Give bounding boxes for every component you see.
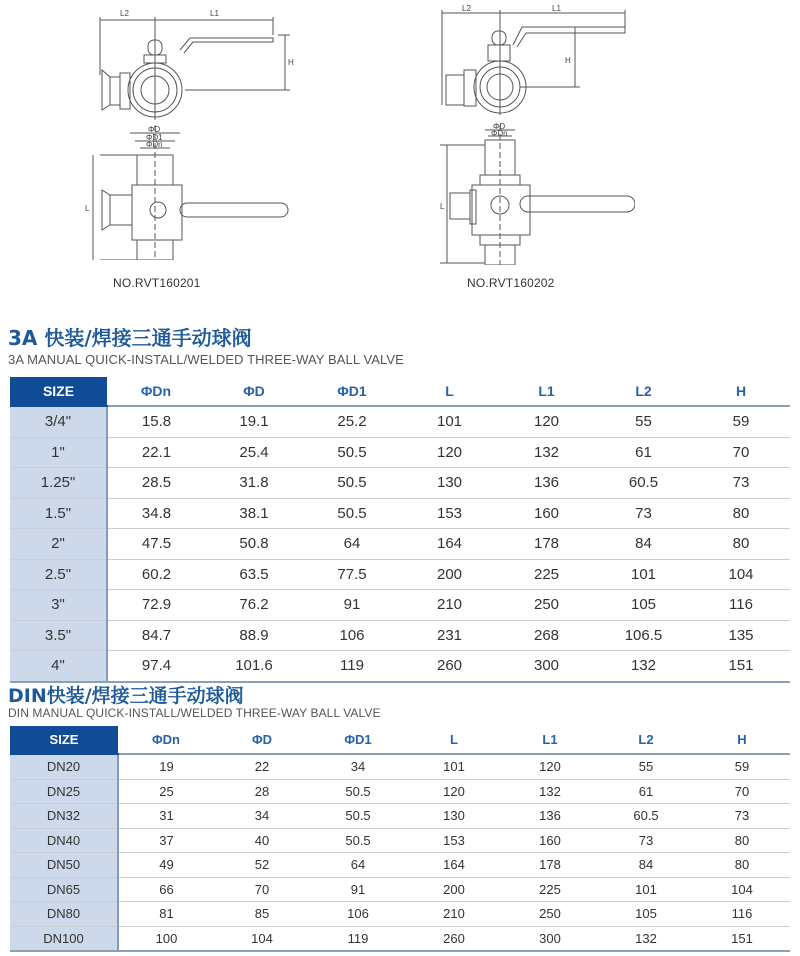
- model-caption-rvt160202: NO.RVT160202: [467, 276, 555, 290]
- cell-od: 52: [214, 853, 310, 878]
- table-row: [10, 651, 790, 682]
- cell-odn: 100: [118, 926, 214, 951]
- table-row: [10, 779, 790, 804]
- cell-h: 116: [694, 902, 790, 927]
- column-header-l: L: [401, 377, 498, 406]
- table-row: [10, 590, 790, 621]
- cell-od1: 34: [310, 754, 406, 779]
- cell-l1: 132: [498, 437, 595, 468]
- section-title-3a-en: 3A MANUAL QUICK-INSTALL/WELDED THREE-WAY BALL VALVE: [8, 352, 404, 367]
- cell-l: 231: [401, 620, 498, 651]
- table-row: [10, 620, 790, 651]
- cell-od: 88.9: [205, 620, 303, 651]
- cell-odn: 31: [118, 804, 214, 829]
- section-title-3a-cn: 3A 快装/焊接三通手动球阀: [8, 326, 252, 350]
- dim-label-odn: ΦDn: [146, 140, 163, 149]
- cell-l2: 73: [595, 498, 692, 529]
- cell-od1: 50.5: [310, 828, 406, 853]
- column-header-odn: ΦDn: [107, 377, 205, 406]
- cell-h: 70: [692, 437, 790, 468]
- cell-size: 3.5": [10, 620, 107, 651]
- cell-size: DN20: [10, 754, 118, 779]
- cell-odn: 84.7: [107, 620, 205, 651]
- cell-h: 104: [692, 559, 790, 590]
- column-header-l1: L1: [498, 377, 595, 406]
- cell-odn: 66: [118, 877, 214, 902]
- cell-odn: 34.8: [107, 498, 205, 529]
- cell-od: 38.1: [205, 498, 303, 529]
- cell-od1: 64: [310, 853, 406, 878]
- cell-l2: 132: [598, 926, 694, 951]
- table-row: [10, 468, 790, 499]
- spec-table-din: [10, 726, 790, 952]
- cell-od1: 106: [310, 902, 406, 927]
- cell-l1: 120: [502, 754, 598, 779]
- cell-odn: 37: [118, 828, 214, 853]
- cell-size: 4": [10, 651, 107, 682]
- cell-l: 130: [401, 468, 498, 499]
- cell-size: DN100: [10, 926, 118, 951]
- cell-od1: 50.5: [303, 468, 401, 499]
- cell-odn: 47.5: [107, 529, 205, 560]
- cell-h: 135: [692, 620, 790, 651]
- cell-od: 34: [214, 804, 310, 829]
- cell-odn: 49: [118, 853, 214, 878]
- table-row: [10, 754, 790, 779]
- cell-od1: 50.5: [303, 437, 401, 468]
- cell-od: 25.4: [205, 437, 303, 468]
- cell-l1: 250: [502, 902, 598, 927]
- section-title-din-en: DIN MANUAL QUICK-INSTALL/WELDED THREE-WAY BALL VALVE: [8, 706, 381, 720]
- table-row: [10, 529, 790, 560]
- cell-l: 101: [401, 406, 498, 437]
- cell-l2: 101: [598, 877, 694, 902]
- column-header-odn: ΦDn: [118, 726, 214, 754]
- cell-h: 104: [694, 877, 790, 902]
- cell-h: 151: [694, 926, 790, 951]
- table-row: [10, 902, 790, 927]
- dim-label-l1: L1: [210, 9, 219, 18]
- cell-od1: 119: [310, 926, 406, 951]
- cell-l1: 300: [502, 926, 598, 951]
- cell-l1: 160: [498, 498, 595, 529]
- cell-od1: 64: [303, 529, 401, 560]
- cell-l: 120: [401, 437, 498, 468]
- cell-l1: 160: [502, 828, 598, 853]
- column-header-l1: L1: [502, 726, 598, 754]
- table-row: [10, 437, 790, 468]
- cell-h: 116: [692, 590, 790, 621]
- cell-l1: 250: [498, 590, 595, 621]
- cell-od: 104: [214, 926, 310, 951]
- dim-label-h: H: [288, 58, 294, 67]
- cell-l: 164: [406, 853, 502, 878]
- cell-l1: 300: [498, 651, 595, 682]
- cell-l2: 55: [598, 754, 694, 779]
- cell-l: 153: [401, 498, 498, 529]
- cell-odn: 15.8: [107, 406, 205, 437]
- cell-l2: 84: [598, 853, 694, 878]
- cell-l2: 84: [595, 529, 692, 560]
- cell-odn: 60.2: [107, 559, 205, 590]
- column-header-h: H: [692, 377, 790, 406]
- cell-od: 76.2: [205, 590, 303, 621]
- cell-size: DN25: [10, 779, 118, 804]
- cell-size: 2": [10, 529, 107, 560]
- cell-l: 164: [401, 529, 498, 560]
- cell-od1: 106: [303, 620, 401, 651]
- valve-drawing-rvt160202: [420, 5, 635, 265]
- cell-l2: 55: [595, 406, 692, 437]
- cell-od1: 77.5: [303, 559, 401, 590]
- dim-label-od: ΦD: [493, 122, 506, 131]
- cell-h: 151: [692, 651, 790, 682]
- cell-odn: 19: [118, 754, 214, 779]
- cell-od1: 50.5: [303, 498, 401, 529]
- cell-l: 120: [406, 779, 502, 804]
- dim-label-od: ΦD: [148, 125, 161, 134]
- cell-od: 85: [214, 902, 310, 927]
- cell-size: 1": [10, 437, 107, 468]
- cell-odn: 72.9: [107, 590, 205, 621]
- cell-size: DN32: [10, 804, 118, 829]
- cell-l: 210: [406, 902, 502, 927]
- cell-od: 19.1: [205, 406, 303, 437]
- cell-size: DN50: [10, 853, 118, 878]
- cell-h: 80: [692, 529, 790, 560]
- cell-l: 153: [406, 828, 502, 853]
- column-header-size: SIZE: [10, 726, 118, 754]
- cell-od1: 91: [303, 590, 401, 621]
- cell-size: DN65: [10, 877, 118, 902]
- dim-label-l1: L1: [552, 5, 561, 13]
- cell-l1: 136: [502, 804, 598, 829]
- cell-l2: 101: [595, 559, 692, 590]
- table-row: [10, 804, 790, 829]
- cell-od: 22: [214, 754, 310, 779]
- cell-l1: 225: [502, 877, 598, 902]
- cell-l2: 61: [598, 779, 694, 804]
- table-row: [10, 877, 790, 902]
- cell-l2: 132: [595, 651, 692, 682]
- cell-od: 40: [214, 828, 310, 853]
- table-row: [10, 828, 790, 853]
- cell-size: 3": [10, 590, 107, 621]
- valve-drawing-rvt160201: [80, 5, 300, 260]
- cell-l: 130: [406, 804, 502, 829]
- cell-h: 59: [694, 754, 790, 779]
- cell-l2: 60.5: [598, 804, 694, 829]
- cell-l1: 132: [502, 779, 598, 804]
- cell-l: 200: [401, 559, 498, 590]
- cell-l2: 106.5: [595, 620, 692, 651]
- cell-od: 31.8: [205, 468, 303, 499]
- dim-label-l: L: [85, 204, 90, 213]
- table-header-row: [10, 377, 790, 406]
- cell-l: 210: [401, 590, 498, 621]
- cell-h: 73: [694, 804, 790, 829]
- column-header-h: H: [694, 726, 790, 754]
- table-row: [10, 498, 790, 529]
- cell-l1: 178: [502, 853, 598, 878]
- cell-h: 80: [694, 853, 790, 878]
- cell-h: 70: [694, 779, 790, 804]
- table-row: [10, 406, 790, 437]
- cell-l2: 61: [595, 437, 692, 468]
- spec-table-3a: [10, 377, 790, 683]
- dim-label-h: H: [565, 56, 571, 65]
- dim-label-l2: L2: [120, 9, 129, 18]
- cell-l: 260: [406, 926, 502, 951]
- cell-od: 50.8: [205, 529, 303, 560]
- model-caption-rvt160201: NO.RVT160201: [113, 276, 201, 290]
- cell-l2: 73: [598, 828, 694, 853]
- table-row: [10, 559, 790, 590]
- column-header-od1: ΦD1: [303, 377, 401, 406]
- cell-od1: 50.5: [310, 804, 406, 829]
- cell-odn: 81: [118, 902, 214, 927]
- cell-odn: 97.4: [107, 651, 205, 682]
- cell-size: 3/4": [10, 406, 107, 437]
- dim-label-odn: ΦDn: [491, 129, 508, 138]
- cell-odn: 25: [118, 779, 214, 804]
- column-header-l: L: [406, 726, 502, 754]
- cell-od: 63.5: [205, 559, 303, 590]
- table-row: [10, 853, 790, 878]
- dim-label-l: L: [440, 202, 445, 211]
- cell-h: 59: [692, 406, 790, 437]
- cell-l1: 268: [498, 620, 595, 651]
- cell-size: 2.5": [10, 559, 107, 590]
- table-header-row: [10, 726, 790, 754]
- technical-drawings: [0, 0, 800, 300]
- dim-label-od1: ΦD1: [146, 133, 163, 142]
- cell-odn: 28.5: [107, 468, 205, 499]
- cell-h: 73: [692, 468, 790, 499]
- cell-od: 101.6: [205, 651, 303, 682]
- cell-size: 1.5": [10, 498, 107, 529]
- cell-od: 70: [214, 877, 310, 902]
- column-header-od1: ΦD1: [310, 726, 406, 754]
- column-header-l2: L2: [595, 377, 692, 406]
- column-header-od: ΦD: [205, 377, 303, 406]
- cell-odn: 22.1: [107, 437, 205, 468]
- cell-size: DN80: [10, 902, 118, 927]
- dim-label-l2: L2: [462, 5, 471, 13]
- cell-od1: 91: [310, 877, 406, 902]
- cell-l1: 225: [498, 559, 595, 590]
- cell-l1: 120: [498, 406, 595, 437]
- cell-l1: 178: [498, 529, 595, 560]
- cell-od: 28: [214, 779, 310, 804]
- column-header-od: ΦD: [214, 726, 310, 754]
- cell-l: 101: [406, 754, 502, 779]
- cell-size: 1.25": [10, 468, 107, 499]
- cell-l1: 136: [498, 468, 595, 499]
- table-row: [10, 926, 790, 951]
- section-title-din-cn: DIN快装/焊接三通手动球阀: [8, 685, 244, 707]
- cell-od1: 25.2: [303, 406, 401, 437]
- cell-l: 260: [401, 651, 498, 682]
- cell-l2: 105: [598, 902, 694, 927]
- cell-od1: 119: [303, 651, 401, 682]
- column-header-size: SIZE: [10, 377, 107, 406]
- column-header-l2: L2: [598, 726, 694, 754]
- cell-size: DN40: [10, 828, 118, 853]
- cell-h: 80: [694, 828, 790, 853]
- cell-l2: 60.5: [595, 468, 692, 499]
- cell-h: 80: [692, 498, 790, 529]
- cell-od1: 50.5: [310, 779, 406, 804]
- cell-l: 200: [406, 877, 502, 902]
- cell-l2: 105: [595, 590, 692, 621]
